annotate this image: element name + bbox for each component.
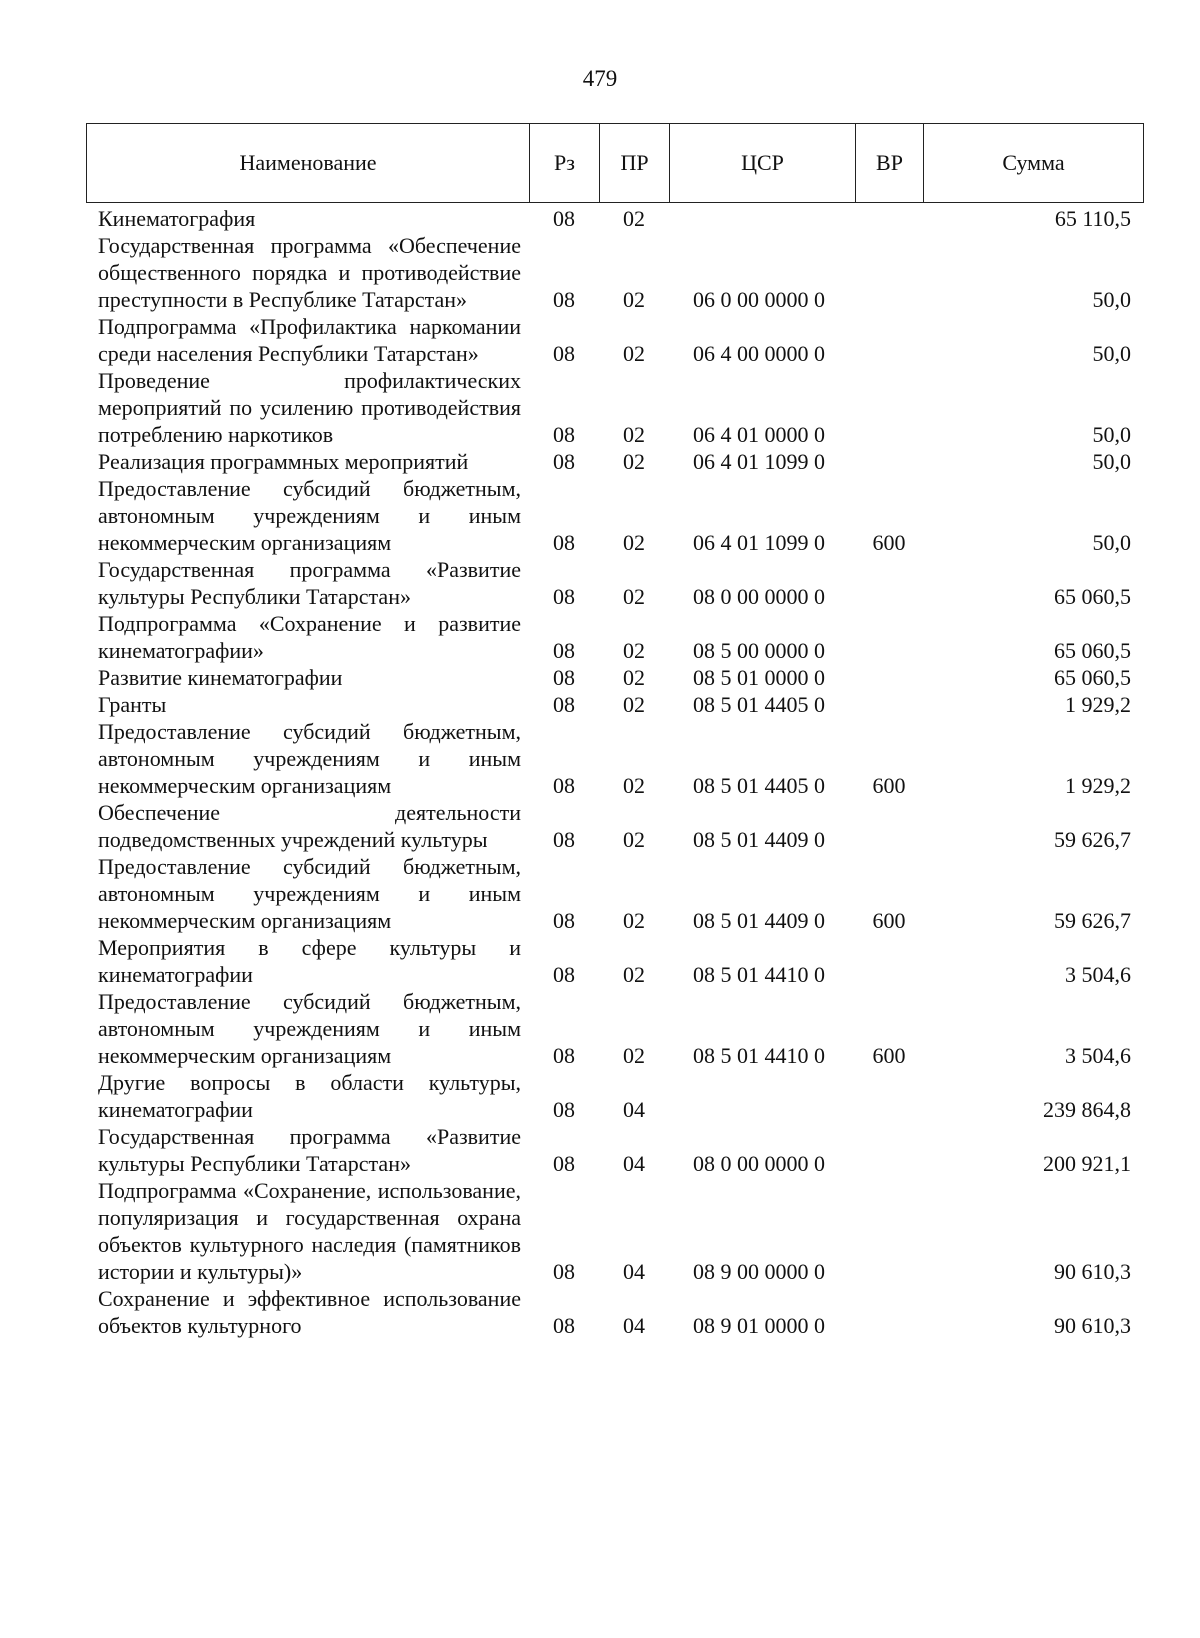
table-row [86,718,1143,799]
row-sum: 1 929,2 [1065,773,1131,798]
row-rz: 08 [553,1259,575,1284]
row-sum: 50,0 [1092,449,1131,474]
row-rz: 08 [553,638,575,663]
row-sum: 3 504,6 [1065,962,1131,987]
row-sum: 50,0 [1092,341,1131,366]
row-rz: 08 [553,341,575,366]
table-row [86,610,1143,664]
row-sum: 65 110,5 [1054,206,1131,231]
table-row [86,934,1143,988]
row-vr [855,1123,923,1177]
row-rz: 08 [553,665,575,690]
row-name: Предоставление субсидий бюджетным, автономным учреждениям и иным некоммерческим организациям [98,854,521,933]
row-sum: 65 060,5 [1054,638,1131,663]
row-vr: 600 [872,908,906,933]
row-name: Предоставление субсидий бюджетным, автономным учреждениям и иным некоммерческим организациям [98,989,521,1068]
row-name: Другие вопросы в области культуры, кинематографии [98,1070,521,1122]
table-body [86,205,1143,1339]
row-name: Реализация программных мероприятий [98,449,469,474]
row-vr [855,610,923,664]
row-name: Мероприятия в сфере культуры и кинематографии [98,935,521,987]
row-csr: 08 5 01 4405 0 [693,773,825,798]
row-pr: 02 [623,449,645,474]
table-row [86,988,1143,1069]
row-pr: 02 [623,584,645,609]
row-csr: 06 4 01 1099 0 [693,530,825,555]
row-vr [855,1177,923,1285]
row-csr: 08 0 00 0000 0 [693,1151,825,1176]
row-pr: 02 [623,908,645,933]
row-csr: 06 0 00 0000 0 [693,287,825,312]
row-csr: 08 5 01 4409 0 [693,827,825,852]
table-row [86,799,1143,853]
row-pr: 02 [623,341,645,366]
row-name: Государственная программа «Развитие культуры Республики Татарстан» [98,1124,521,1176]
row-rz: 08 [553,1313,575,1338]
row-name: Подпрограмма «Сохранение, использование, популяризация и государственная охрана объектов культурного наследия (памятников истории и культуры)» [98,1178,521,1284]
row-rz: 08 [553,449,575,474]
row-sum: 50,0 [1092,287,1131,312]
row-sum: 3 504,6 [1065,1043,1131,1068]
row-rz: 08 [553,1097,575,1122]
table-row [86,205,1143,232]
row-pr: 04 [623,1259,645,1284]
row-sum: 50,0 [1092,530,1131,555]
table-row [86,313,1143,367]
row-name: Развитие кинематографии [98,665,343,690]
row-vr [855,664,923,691]
row-name: Подпрограмма «Сохранение и развитие кинематографии» [98,611,521,663]
row-sum: 200 921,1 [1043,1151,1131,1176]
row-sum: 65 060,5 [1054,665,1131,690]
header-vr: ВР [856,124,924,203]
row-vr [855,1069,923,1123]
row-name: Гранты [98,692,167,717]
row-csr: 08 5 01 4410 0 [693,1043,825,1068]
row-vr [855,691,923,718]
table-row [86,1285,1143,1339]
row-csr: 08 9 01 0000 0 [693,1313,825,1338]
row-pr: 02 [623,287,645,312]
page-number: 479 [582,66,618,91]
row-vr [855,232,923,313]
row-name: Кинематография [98,206,256,231]
table-row [86,1177,1143,1285]
row-rz: 08 [553,530,575,555]
row-rz: 08 [553,422,575,447]
row-pr: 04 [623,1097,645,1122]
row-name: Предоставление субсидий бюджетным, автономным учреждениям и иным некоммерческим организациям [98,476,521,555]
table-row [86,664,1143,691]
row-vr [855,556,923,610]
row-rz: 08 [553,206,575,231]
row-pr: 02 [623,638,645,663]
row-name: Подпрограмма «Профилактика наркомании среди населения Республики Татарстан» [98,314,521,366]
row-rz: 08 [553,773,575,798]
row-name: Обеспечение деятельности подведомственных учреждений культуры [98,800,521,852]
table-row [86,691,1143,718]
row-rz: 08 [553,827,575,852]
row-sum: 59 626,7 [1054,827,1131,852]
row-csr: 06 4 01 1099 0 [693,449,825,474]
table-row [86,1123,1143,1177]
row-rz: 08 [553,1043,575,1068]
row-vr: 600 [872,773,906,798]
row-pr: 02 [623,206,645,231]
table-row [86,853,1143,934]
table-row [86,232,1143,313]
row-pr: 02 [623,1043,645,1068]
row-csr: 08 5 00 0000 0 [693,638,825,663]
row-sum: 59 626,7 [1054,908,1131,933]
row-name: Проведение профилактических мероприятий по усилению противодействия потреблению наркотиков [98,368,521,447]
row-csr: 08 9 00 0000 0 [693,1259,825,1284]
row-vr [855,205,923,232]
header-rz: Рз [530,124,600,203]
table-row [86,448,1143,475]
row-vr [855,367,923,448]
row-pr: 02 [623,422,645,447]
row-csr [669,205,855,232]
row-rz: 08 [553,584,575,609]
row-pr: 02 [623,530,645,555]
row-sum: 239 864,8 [1043,1097,1131,1122]
row-pr: 02 [623,665,645,690]
row-vr [855,448,923,475]
row-pr: 04 [623,1313,645,1338]
row-pr: 02 [623,962,645,987]
header-name: Наименование [87,124,530,203]
header-pr: ПР [600,124,670,203]
row-csr: 06 4 01 0000 0 [693,422,825,447]
header-sum: Сумма [924,124,1144,203]
row-csr: 08 5 01 0000 0 [693,665,825,690]
row-name: Сохранение и эффективное использование объектов культурного [98,1286,521,1338]
row-vr: 600 [872,1043,906,1068]
row-rz: 08 [553,287,575,312]
table-row [86,475,1143,556]
row-csr: 06 4 00 0000 0 [693,341,825,366]
row-sum: 90 610,3 [1054,1313,1131,1338]
table-row [86,556,1143,610]
row-sum: 50,0 [1092,422,1131,447]
table-row [86,367,1143,448]
row-pr: 02 [623,692,645,717]
row-rz: 08 [553,1151,575,1176]
row-sum: 1 929,2 [1065,692,1131,717]
row-name: Предоставление субсидий бюджетным, автономным учреждениям и иным некоммерческим организациям [98,719,521,798]
row-vr [855,799,923,853]
row-pr: 04 [623,1151,645,1176]
row-csr: 08 5 01 4405 0 [693,692,825,717]
header-csr: ЦСР [670,124,856,203]
row-vr [855,934,923,988]
row-csr: 08 0 00 0000 0 [693,584,825,609]
row-vr: 600 [872,530,906,555]
row-vr [855,1285,923,1339]
row-pr: 02 [623,827,645,852]
row-rz: 08 [553,692,575,717]
budget-table [86,205,1143,1339]
row-rz: 08 [553,908,575,933]
row-rz: 08 [553,962,575,987]
table-row [86,1069,1143,1123]
row-csr: 08 5 01 4410 0 [693,962,825,987]
row-pr: 02 [623,773,645,798]
row-vr [855,313,923,367]
row-csr: 08 5 01 4409 0 [693,908,825,933]
row-name: Государственная программа «Развитие культуры Республики Татарстан» [98,557,521,609]
row-sum: 65 060,5 [1054,584,1131,609]
row-name: Государственная программа «Обеспечение общественного порядка и противодействие преступности в Республике Татарстан» [98,233,521,312]
table-header [86,123,1144,203]
row-csr [669,1069,855,1123]
row-sum: 90 610,3 [1054,1259,1131,1284]
